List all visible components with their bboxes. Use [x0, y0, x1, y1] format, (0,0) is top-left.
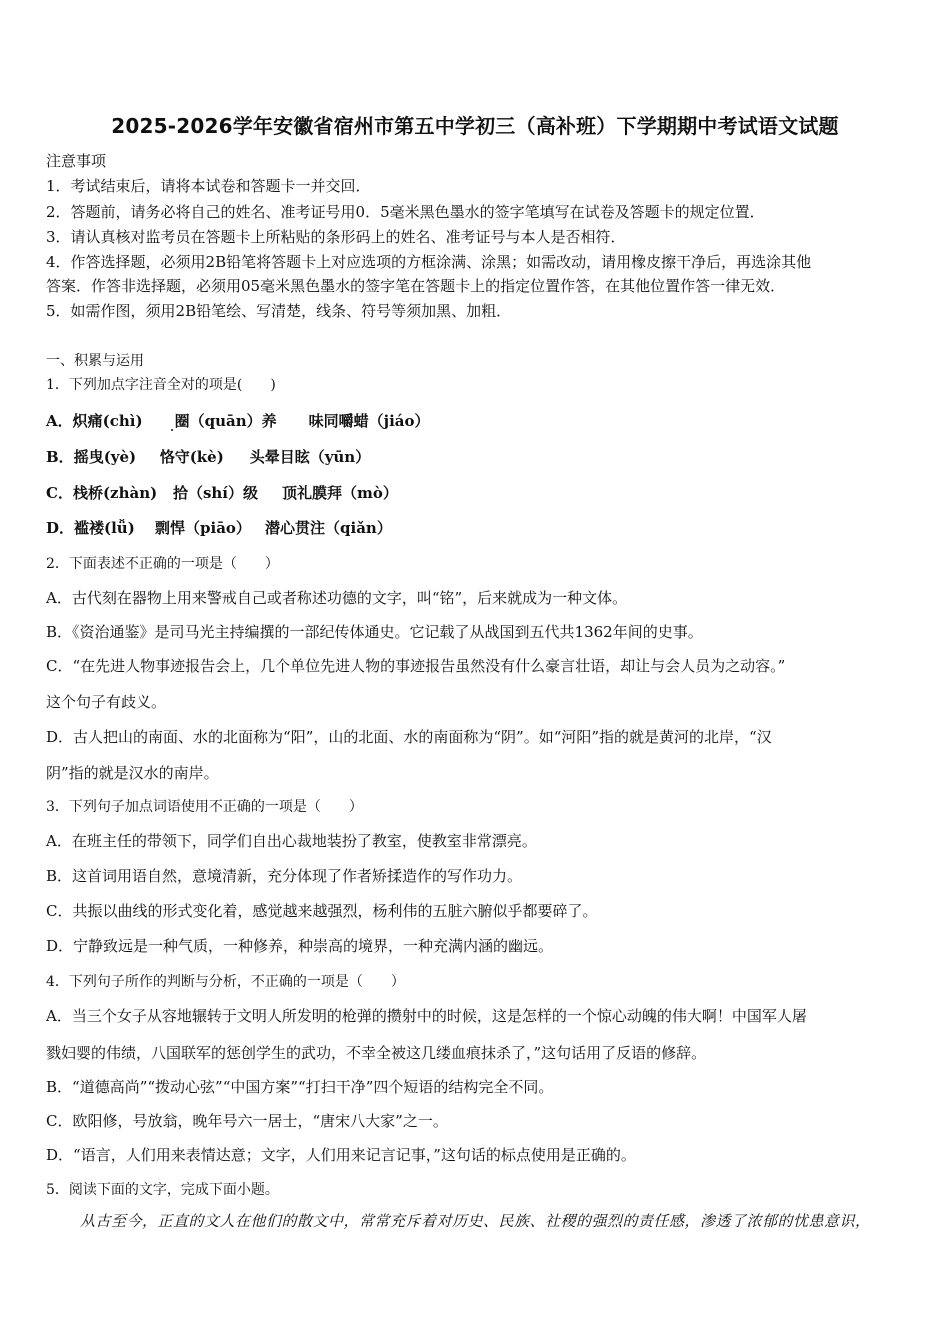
option-label: D． — [46, 519, 75, 537]
q2-option-b: B．《资治通鉴》是司马光主持编撰的一部纪传体通史。它记载了从战国到五代共1362年间的史事。 — [46, 623, 703, 641]
q2-option-a: A．古代刻在器物上用来警戒自己或者称述功德的文字，叫“铭”，后来就成为一种文体。 — [46, 589, 628, 607]
notice-item-5: 5．如需作图，须用2B铅笔绘、写清楚，线条、符号等须加黑、加粗． — [46, 302, 512, 320]
q4-option-a-cont: 戮妇婴的伟绩，八国联军的惩创学生的武功，不幸全被这几缕血痕抹杀了，”这句话用了反语的修辞。 — [46, 1044, 707, 1062]
option-part-2: 恪守(kè) — [159, 448, 224, 466]
q2-option-c-cont: 这个句子有歧义。 — [46, 693, 167, 711]
q1-option-b — [46, 447, 370, 467]
q1-option-a — [46, 411, 430, 431]
notice-heading: 注意事项 — [46, 152, 107, 170]
q2-stem: 2．下面表述不正确的一项是（ ） — [46, 556, 279, 572]
option-label: B． — [46, 448, 74, 466]
notice-item-4: 4．作答选择题，必须用2B铅笔将答题卡上对应选项的方框涂满、涂黑；如需改动，请用橡皮擦干净后，再选涂其他 — [46, 253, 812, 271]
option-part-1: 栈桥(zhàn) — [72, 484, 158, 502]
option-part-2: 圈（quān）养 — [174, 412, 277, 430]
q1-option-d — [46, 518, 392, 538]
q4-stem: 4．下列句子所作的判断与分析，不正确的一项是（ ） — [46, 974, 405, 990]
q2-option-d: D．古人把山的南面、水的北面称为“阳”，山的北面、水的南面称为“阴”。如“河阳”指的就是黄河的北岸，“汉 — [46, 728, 772, 746]
option-part-1: 炽痛(chì) — [72, 412, 143, 430]
option-part-3: 顶礼膜拜（mò） — [281, 484, 398, 502]
q4-option-b: B．“道德高尚”“拨动心弦”“中国方案”“打扫干净”四个短语的结构完全不同。 — [46, 1078, 554, 1096]
q4-option-d: D．“语言，人们用来表情达意；文字，人们用来记言记事，”这句话的标点使用是正确的。 — [46, 1146, 636, 1164]
option-part-1: 褴褛(lǚ) — [74, 519, 135, 537]
q3-option-b: B．这首词用语自然，意境清新，充分体现了作者矫揉造作的写作功力。 — [46, 867, 523, 885]
emphasis-dot-icon — [171, 429, 173, 431]
section-heading: 一、积累与运用 — [46, 353, 144, 369]
notice-item-3: 3．请认真核对监考员在答题卡上所粘贴的条形码上的姓名、准考证号与本人是否相符． — [46, 228, 626, 246]
notice-item-4-cont: 答案．作答非选择题，必须用05毫米黑色墨水的签字笔在答题卡上的指定位置作答，在其他位置作答一律无效． — [46, 277, 786, 295]
q3-stem: 3．下列句子加点词语使用不正确的一项是（ ） — [46, 799, 363, 815]
option-part-2: 拾（shí）级 — [172, 484, 259, 502]
option-part-3: 头晕目眩（yūn） — [249, 448, 371, 466]
q4-option-c: C．欧阳修，号放翁，晚年号六一居士，“唐宋八大家”之一。 — [46, 1112, 448, 1130]
q2-option-c: C．“在先进人物事迹报告会上，几个单位先进人物的事迹报告虽然没有什么豪言壮语，却让与会人员为之动容。” — [46, 657, 786, 675]
option-part-3: 味同嚼蜡（jiáo） — [308, 412, 430, 430]
reading-passage: 从古至今，正直的文人在他们的散文中，常常充斥着对历史、民族、社稷的强烈的责任感，渗透了浓郁的忧患意识， — [80, 1212, 871, 1230]
q1-option-c — [46, 483, 398, 503]
exam-title: 2025-2026学年安徽省宿州市第五中学初三（高补班）下学期期中考试语文试题 — [111, 114, 839, 138]
q1-stem: 1．下列加点字注音全对的项是( ) — [46, 377, 276, 393]
notice-item-2: 2．答题前，请务必将自己的姓名、准考证号用0．5毫米黑色墨水的签字笔填写在试卷及答题卡的规定位置． — [46, 203, 765, 221]
q2-option-d-cont: 阴”指的就是汉水的南岸。 — [46, 764, 219, 782]
option-part-1: 摇曳(yè) — [73, 448, 137, 466]
q3-option-d: D．宁静致远是一种气质，一种修养，种崇高的境界，一种充满内涵的幽远。 — [46, 937, 554, 955]
option-part-3: 潜心贯注（qiǎn） — [265, 519, 392, 537]
q4-option-a: A．当三个女子从容地辗转于文明人所发明的枪弹的攒射中的时候，这是怎样的一个惊心动魄的伟大啊！中国军人屠 — [46, 1007, 807, 1025]
option-label: C． — [46, 484, 73, 502]
q3-option-c: C．共振以曲线的形式变化着，感觉越来越强烈，杨利伟的五脏六腑似乎都要碎了。 — [46, 902, 598, 920]
option-label: A． — [46, 412, 73, 430]
notice-item-1: 1．考试结束后，请将本试卷和答题卡一并交回． — [46, 177, 371, 195]
q5-stem: 5．阅读下面的文字，完成下面小题。 — [46, 1182, 279, 1198]
option-part-2: 剽悍（piāo） — [155, 519, 251, 537]
q3-option-a: A．在班主任的带领下，同学们自出心裁地装扮了教室，使教室非常漂亮。 — [46, 832, 537, 850]
